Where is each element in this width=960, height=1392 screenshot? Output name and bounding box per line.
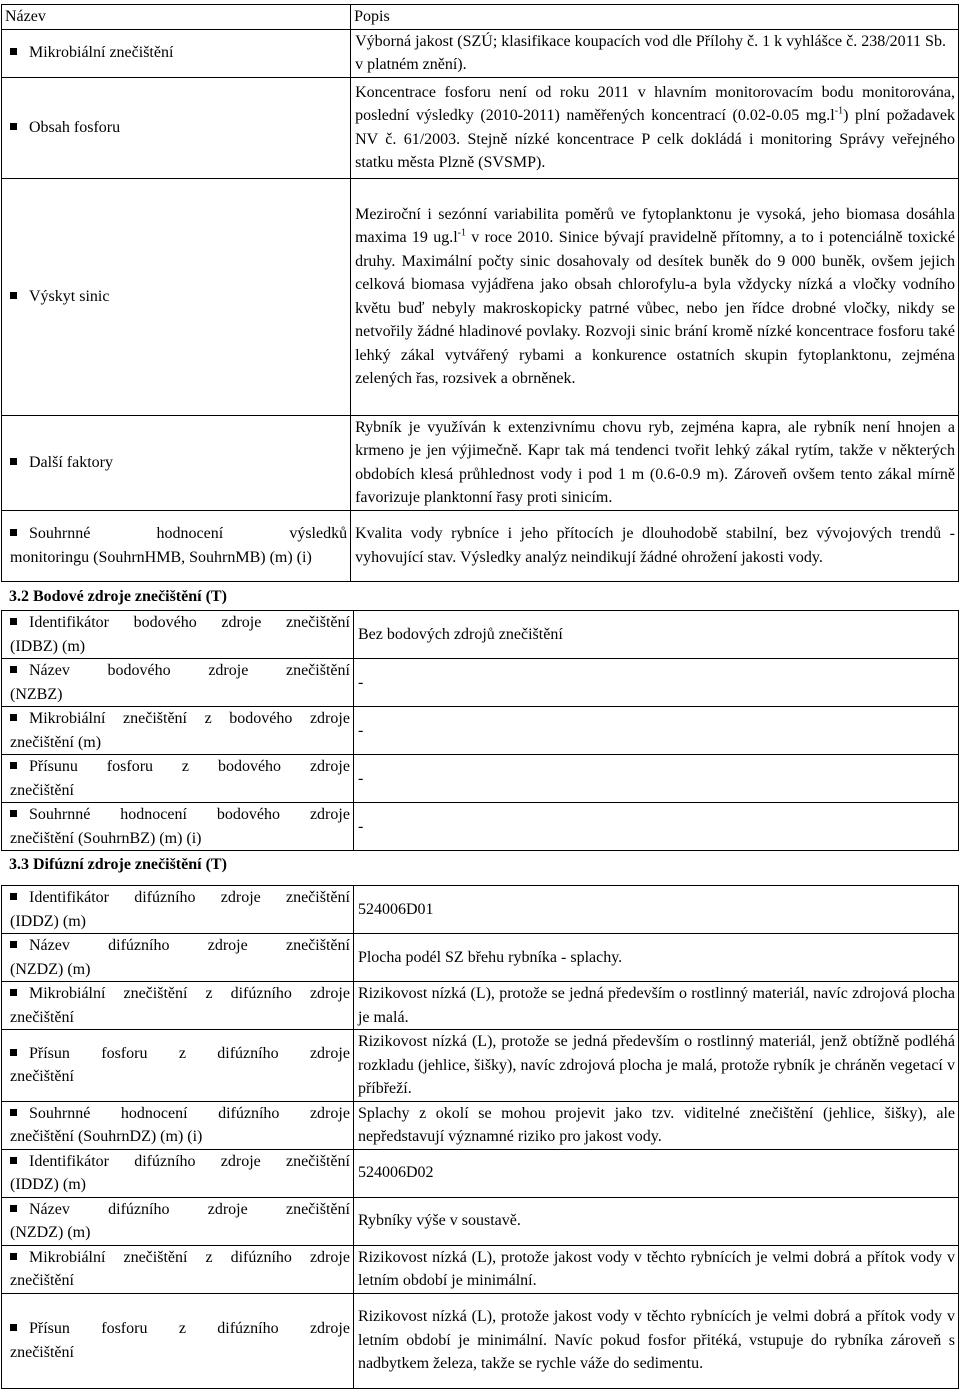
bullet-icon [10, 893, 17, 900]
bullet-icon [10, 123, 17, 130]
row-description [351, 178, 959, 415]
row-label [2, 29, 351, 77]
table-row [2, 707, 959, 755]
bullet-icon [10, 810, 17, 817]
row-description: Bez bodových zdrojů znečištění [353, 611, 958, 659]
row-label-text: Identifikátor difúzního zdroje znečištění [29, 889, 350, 906]
table-row [2, 510, 959, 581]
row-label [2, 611, 354, 659]
table-row [2, 1149, 959, 1197]
table-row [2, 886, 959, 934]
row-description [351, 77, 959, 178]
row-label-text: Identifikátor difúzního zdroje znečištění [29, 1152, 350, 1170]
table-row [2, 934, 959, 982]
row-label-text: Název bodového zdroje znečištění [29, 662, 350, 679]
row-label-text: Mikrobiální znečištění z difúzního zdroje [29, 985, 350, 1002]
row-description: 524006D01 [353, 886, 958, 934]
table-row [2, 659, 959, 707]
diffuse-sources-table [1, 885, 959, 1389]
table-row [2, 415, 959, 510]
row-description: Rybník je využíván k extenzivnímu chovu ryb, zejména kapra, ale rybník není hnojen a krmeno je jen výjimečně. Kapr tak má tendenci tvořit lehký zákal rytím, takže v některých obdobích klesá průhlednost vody i pod 1 m (0.6-0.9 m). Zároveň ovšem tento zákal mírně favorizuje planktonní řasy proti sinicím. [351, 415, 959, 510]
row-description: - [353, 803, 958, 851]
row-label-text: monitoringu (SouhrnHMB, SouhrnMB) (m) (i) [10, 548, 312, 566]
row-label [2, 1293, 354, 1388]
row-description: Splachy z okolí se mohou projevit jako tzv. viditelné znečištění (jehlice, šišky), ale nepředstavují významné riziko pro jakost vody. [353, 1101, 958, 1149]
row-description: - [353, 707, 958, 755]
row-description: Rizikovost nízká (L), protože se jedná především o rostlinný materiál, jenž obtížně podléhá rozkladu (jehlice, šišky), navíc zdrojová plocha je malá, protože rybník je chráněn vegetací v příbřeží. [353, 1030, 958, 1102]
row-label-text: (NZBZ) [10, 685, 63, 703]
row-description: Plocha podél SZ břehu rybníka - splachy. [353, 934, 958, 982]
table-row [2, 1245, 959, 1293]
row-description: - [353, 755, 958, 803]
bullet-icon [10, 458, 17, 465]
table-row [2, 178, 959, 415]
bullet-icon [10, 1109, 17, 1116]
row-label-text: Přísun fosforu z difúzního zdroje [29, 1320, 350, 1337]
row-label-text: (IDDZ) (m) [10, 912, 86, 930]
table-row [2, 1293, 959, 1388]
section-title-point-sources: 3.2 Bodové zdroje znečištění (T) [9, 588, 227, 605]
row-label [2, 934, 354, 982]
row-label-text: znečištění (m) [10, 733, 102, 751]
row-label [2, 803, 354, 851]
bullet-icon [10, 1157, 17, 1164]
desc-part: v roce 2010. Sinice bývají pravidelně přítomny, a to i potenciálně toxické druhy. Maximální počty sinic dosahovaly od desítek buněk do 9 000 buněk, ovšem jejich celková biomasa vyjádřena jako obsah chlorofylu-a byla vždycky nízká a vločky vodního květu buď nebyly makroskopicky patrné vůbec, nebo jen řídce drobné vločky, nikdy se netvořily žádné hladinové povlaky. Rozvoji sinic brání kromě nízké koncentrace fosforu také lehký zákal vytvářený rybami a konkurence ostatních skupin fytoplanktonu, zejména zelených řas, rozsivek a obrněnek. [355, 229, 956, 387]
row-label [2, 982, 354, 1030]
row-label [2, 1149, 354, 1197]
row-label-text: (IDBZ) (m) [10, 637, 86, 655]
row-label-text: Identifikátor bodového zdroje znečištění [29, 614, 350, 631]
row-description: Rizikovost nízká (L), protože jakost vody v těchto rybnících je velmi dobrá a přítok vody v letním období je minimální. [353, 1245, 958, 1293]
row-label [2, 707, 354, 755]
row-description: Výborná jakost (SZÚ; klasifikace koupacích vod dle Přílohy č. 1 k vyhlášce č. 238/2011 Sb. v platném znění). [351, 29, 959, 77]
table-row [2, 1197, 959, 1245]
row-label [2, 1101, 354, 1149]
section-title-diffuse-sources: 3.3 Difúzní zdroje znečištění (T) [9, 856, 227, 873]
row-label-text: znečištění [10, 1272, 74, 1289]
bullet-icon [10, 666, 17, 673]
row-label-text: Mikrobiální znečištění z difúzního zdroje [29, 1248, 350, 1266]
row-description: Rybníky výše v soustavě. [353, 1197, 958, 1245]
table-row [2, 803, 959, 851]
row-description: Kvalita vody rybníce i jeho přítocích je dlouhodobě stabilní, bez vývojových trendů - vyhovující stav. Výsledky analýz neindikují žádné ohrožení jakosti vody. [351, 510, 959, 581]
table-header-row [2, 5, 959, 30]
row-label-text: Název difúzního zdroje znečištění [29, 937, 350, 954]
row-label-text: (NZDZ) (m) [10, 960, 91, 978]
row-label-text: Souhrnné hodnocení bodového zdroje [29, 806, 350, 823]
row-label [2, 1030, 354, 1102]
bullet-icon [10, 618, 17, 625]
row-description: Rizikovost nízká (L), protože se jedná především o rostlinný materiál, navíc zdrojová plocha je malá. [353, 982, 958, 1030]
row-label-text: Přísun fosforu z difúzního zdroje [29, 1044, 350, 1062]
row-label [2, 755, 354, 803]
row-label-text: Přísunu fosforu z bodového zdroje [29, 758, 350, 775]
point-sources-table [1, 610, 959, 851]
row-label-text: Mikrobiální znečištění [29, 44, 174, 62]
row-label-text: Obsah fosforu [29, 118, 121, 136]
row-description: 524006D02 [353, 1149, 958, 1197]
header-description: Popis [351, 5, 959, 30]
bullet-icon [10, 1253, 17, 1260]
row-label-text: Název difúzního zdroje znečištění [29, 1200, 350, 1218]
row-label-text: Souhrnné hodnocení výsledků [29, 525, 348, 542]
header-name: Název [2, 5, 351, 30]
row-label-text: (NZDZ) (m) [10, 1224, 91, 1241]
row-label-text: Další faktory [29, 453, 113, 471]
water-quality-table [1, 4, 959, 582]
row-label-text: znečištění (SouhrnDZ) (m) (i) [10, 1128, 203, 1145]
row-label [2, 1245, 354, 1293]
row-label [2, 415, 351, 510]
row-label [2, 77, 351, 178]
bullet-icon [10, 762, 17, 769]
table-row [2, 1101, 959, 1149]
row-description: Rizikovost nízká (L), protože jakost vody v těchto rybnících je velmi dobrá a přítok vody v letním období je minimální. Navíc pokud fosfor přitéká, vstupuje do rybníka zároveň s nadbytkem železa, takže se rychle váže do sedimentu. [353, 1293, 958, 1388]
desc-part: ) plní požadavek NV č. 61/2003. Stejně nízké koncentrace P celk dokládá i monitoring Správy veřejného statku města Plzně (SVSMP). [355, 107, 956, 171]
row-label [2, 886, 354, 934]
row-label-text: znečištění [10, 1068, 74, 1086]
bullet-icon [10, 1324, 17, 1331]
table-row [2, 755, 959, 803]
desc-superscript: -1 [457, 227, 467, 239]
table-row [2, 77, 959, 178]
bullet-icon [10, 989, 17, 996]
bullet-icon [10, 714, 17, 721]
desc-superscript: -1 [834, 105, 844, 117]
table-row [2, 29, 959, 77]
bullet-icon [10, 48, 17, 55]
desc-part: Meziroční i sezónní variabilita poměrů ve fytoplanktonu je vysoká, jeho biomasa dosáhla maxima 19 ug.l [355, 205, 955, 246]
desc-part: Koncentrace fosforu není od roku 2011 v hlavním monitorovacím bodu monitorována, poslední výsledky (2010-2011) naměřených koncentrací (0.02-0.05 mg.l [355, 83, 955, 124]
table-row [2, 611, 959, 659]
bullet-icon [10, 1205, 17, 1212]
row-label-text: (IDDZ) (m) [10, 1176, 86, 1193]
row-label-text: znečištění [10, 1008, 74, 1026]
row-label-text: Mikrobiální znečištění z bodového zdroje [29, 710, 350, 727]
bullet-icon [10, 292, 17, 299]
row-label-text: znečištění [10, 1343, 74, 1361]
row-label [2, 510, 351, 581]
row-label [2, 1197, 354, 1245]
row-label [2, 659, 354, 707]
bullet-icon [10, 941, 17, 948]
bullet-icon [10, 529, 17, 536]
row-label-text: Výskyt sinic [29, 287, 110, 305]
row-label-text: Souhrnné hodnocení difúzního zdroje [29, 1104, 350, 1122]
bullet-icon [10, 1049, 17, 1056]
row-label [2, 178, 351, 415]
table-row [2, 1030, 959, 1102]
table-row [2, 982, 959, 1030]
row-description: - [353, 659, 958, 707]
row-label-text: znečištění (SouhrnBZ) (m) (i) [10, 829, 202, 847]
row-label-text: znečištění [10, 781, 74, 799]
